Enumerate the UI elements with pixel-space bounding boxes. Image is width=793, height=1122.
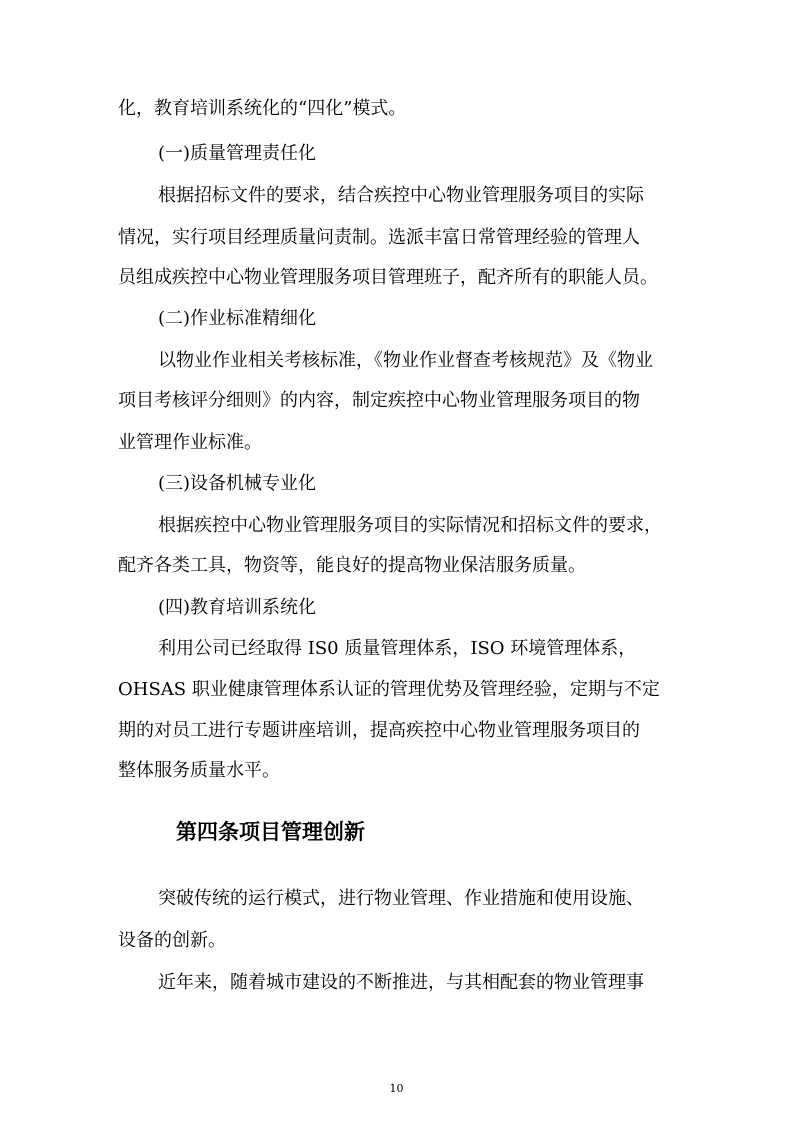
paragraph-line: 近年来，随着城市建设的不断推进，与其相配套的物业管理事 [158, 972, 644, 993]
page-number: 10 [389, 1082, 404, 1095]
paragraph-line: 化，教育培训系统化的“四化”模式。 [118, 98, 407, 119]
subheading-3: (三)设备机械专业化 [158, 473, 317, 494]
paragraph-line: 业管理作业标准。 [118, 432, 262, 453]
paragraph-line: 根据招标文件的要求，结合疾控中心物业管理服务项目的实际 [158, 185, 644, 206]
subheading-4: (四)教育培训系统化 [158, 597, 317, 618]
paragraph-line: 项目考核评分细则》的内容，制定疾控中心物业管理服务项目的物 [118, 390, 640, 411]
paragraph-line: 以物业作业相关考核标准，《物业作业督查考核规范》及《物业 [158, 350, 653, 371]
paragraph-line: OHSAS 职业健康管理体系认证的管理优势及管理经验，定期与不定 [118, 679, 660, 700]
paragraph-line: 情况，实行项目经理质量问责制。选派丰富日常管理经验的管理人 [118, 227, 640, 248]
section-heading: 第四条项目管理创新 [176, 819, 365, 844]
paragraph-line: 利用公司已经取得 IS0 质量管理体系，ISO 环境管理体系， [158, 638, 637, 659]
paragraph-line: 员组成疾控中心物业管理服务项目管理班子，配齐所有的职能人员。 [118, 267, 658, 288]
paragraph-line: 配齐各类工具，物资等，能良好的提高物业保洁服务质量。 [118, 555, 586, 576]
paragraph-line: 整体服务质量水平。 [118, 760, 280, 781]
subheading-1: (一)质量管理责任化 [158, 143, 317, 164]
paragraph-line: 设备的创新。 [118, 930, 226, 951]
paragraph-line: 根据疾控中心物业管理服务项目的实际情况和招标文件的要求， [158, 515, 662, 536]
subheading-2: (二)作业标准精细化 [158, 308, 317, 329]
paragraph-line: 突破传统的运行模式，进行物业管理、作业措施和使用设施、 [158, 888, 644, 909]
paragraph-line: 期的对员工进行专题讲座培训，提高疾控中心物业管理服务项目的 [118, 720, 640, 741]
